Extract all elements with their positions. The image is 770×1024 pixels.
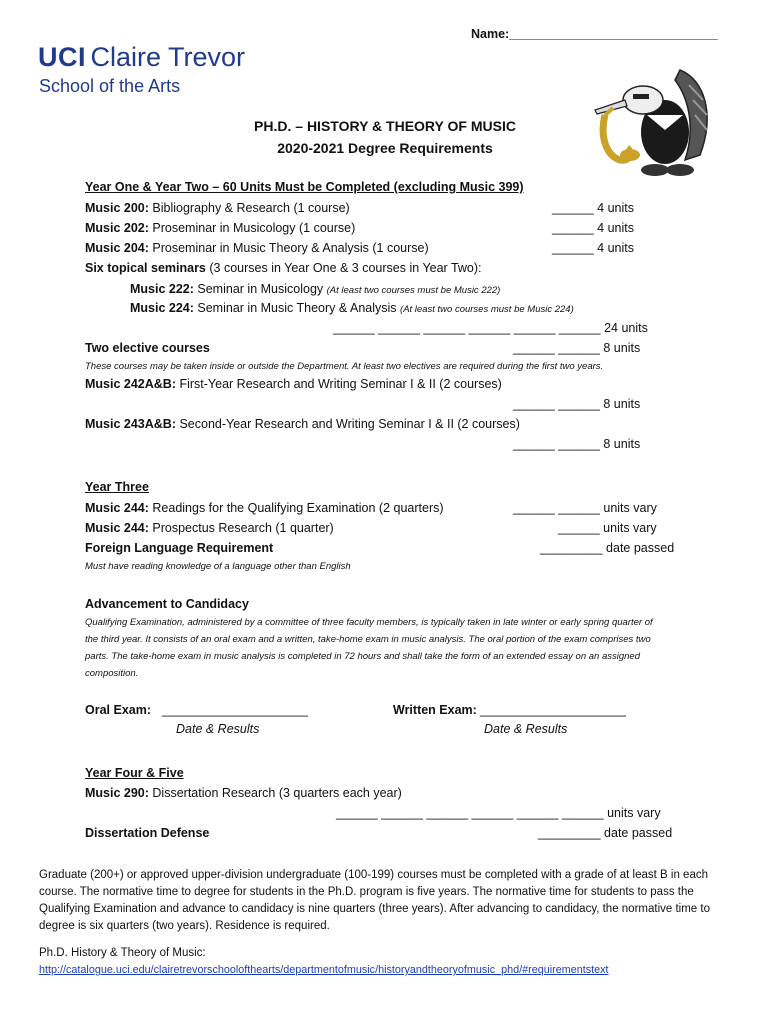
- list-item: Music 243A&B: Second-Year Research and Writing Seminar I & II (2 courses): [85, 417, 520, 431]
- program-label: Ph.D. History & Theory of Music:: [39, 947, 206, 959]
- date-blank[interactable]: _________ date passed: [540, 541, 675, 555]
- list-item: Music 244: Prospectus Research (1 quarter): [85, 521, 334, 535]
- six-topical-seminars: Six topical seminars (3 courses in Year One & 3 courses in Year Two):: [85, 261, 482, 275]
- name-field-label: Name:______________________________: [471, 27, 718, 41]
- units-blank[interactable]: ______ 4 units: [552, 221, 635, 235]
- elective-label: Two elective courses: [85, 341, 210, 355]
- list-item: Music 244: Readings for the Qualifying Examination (2 quarters): [85, 501, 444, 515]
- units-blank[interactable]: ______ ______ 8 units: [513, 341, 641, 355]
- written-date-results: Date & Results: [484, 722, 568, 736]
- advancement-heading: Advancement to Candidacy: [85, 597, 249, 611]
- units-blank[interactable]: ______ 4 units: [552, 241, 635, 255]
- list-item: Music 202: Proseminar in Musicology (1 course): [85, 221, 356, 235]
- units-blank[interactable]: ______ ______ 8 units: [513, 397, 641, 411]
- catalogue-link[interactable]: http://catalogue.uci.edu/clairetrevorschoolofthearts/departmentofmusic/historyandtheoryofmusic_phd/#requirementstext: [39, 964, 609, 976]
- units-blank[interactable]: ______ 4 units: [552, 201, 635, 215]
- list-item: Music 200: Bibliography & Research (1 course): [85, 201, 350, 215]
- page-title: PH.D. – HISTORY & THEORY OF MUSIC: [254, 118, 516, 134]
- written-exam-label: Written Exam:: [393, 703, 477, 717]
- list-item: Music 290: Dissertation Research (3 quarters each year): [85, 786, 402, 800]
- page-subtitle: 2020-2021 Degree Requirements: [277, 140, 493, 156]
- advancement-note: Qualifying Examination, administered by a committee of three faculty members, is typically taken in late winter or early spring quarter of the third year. It consists of an oral exam and a written, take-home exam in music analysis. The oral portion of the exam comprises two parts. The take-home exam in music analysis is completed in 72 hours and shall take the form of an extended essay on an assigned composition.: [85, 617, 653, 679]
- units-blank[interactable]: ______ ______ ______ ______ ______ ______ units vary: [336, 806, 661, 820]
- logo-claire-trevor: Claire Trevor: [90, 42, 245, 72]
- oral-exam-label: Oral Exam:: [85, 703, 152, 717]
- requirements-paragraph: Graduate (200+) or approved upper-division undergraduate (100-199) courses must be completed with a grade of at least B in each course. The normative time to degree for students in the Ph.D. program is five years. The normative time for students to pass the Qualifying Examination and advance to candidacy is nine quarters (three years). After advancing to candidacy, the normative time to degree is six quarters (two years). Residence is required.: [39, 869, 710, 932]
- oral-date-results: Date & Results: [176, 722, 260, 736]
- list-item: Music 222: Seminar in Musicology (At least two courses must be Music 222): [130, 282, 501, 296]
- oral-exam-blank[interactable]: _____________________: [162, 703, 308, 717]
- elective-note: These courses may be taken inside or outside the Department. At least two electives are required during the first two years.: [85, 361, 604, 372]
- units-blank[interactable]: ______ units vary: [558, 521, 657, 535]
- school-logo: [38, 42, 245, 73]
- year-three-heading: Year Three: [85, 480, 149, 494]
- units-blank[interactable]: ______ ______ 8 units: [513, 437, 641, 451]
- dissertation-defense-label: Dissertation Defense: [85, 826, 210, 840]
- list-item: Music 224: Seminar in Music Theory & Analysis (At least two courses must be Music 224): [130, 301, 574, 315]
- written-exam-blank[interactable]: _____________________: [480, 703, 626, 717]
- logo-school-of-the-arts: School of the Arts: [39, 76, 181, 96]
- date-blank[interactable]: _________ date passed: [538, 826, 673, 840]
- units-blank[interactable]: ______ ______ units vary: [513, 501, 657, 515]
- foreign-language-label: Foreign Language Requirement: [85, 541, 274, 555]
- year-one-two-heading: Year One & Year Two – 60 Units Must be Completed (excluding Music 399): [85, 180, 524, 194]
- list-item: Music 204: Proseminar in Music Theory & Analysis (1 course): [85, 241, 429, 255]
- language-note: Must have reading knowledge of a language other than English: [85, 561, 351, 572]
- logo-uci: UCI: [38, 42, 86, 72]
- list-item: Music 242A&B: First-Year Research and Writing Seminar I & II (2 courses): [85, 377, 502, 391]
- units-blank[interactable]: ______ ______ ______ ______ ______ ______ 24 units: [333, 321, 648, 335]
- year-four-five-heading: Year Four & Five: [85, 766, 184, 780]
